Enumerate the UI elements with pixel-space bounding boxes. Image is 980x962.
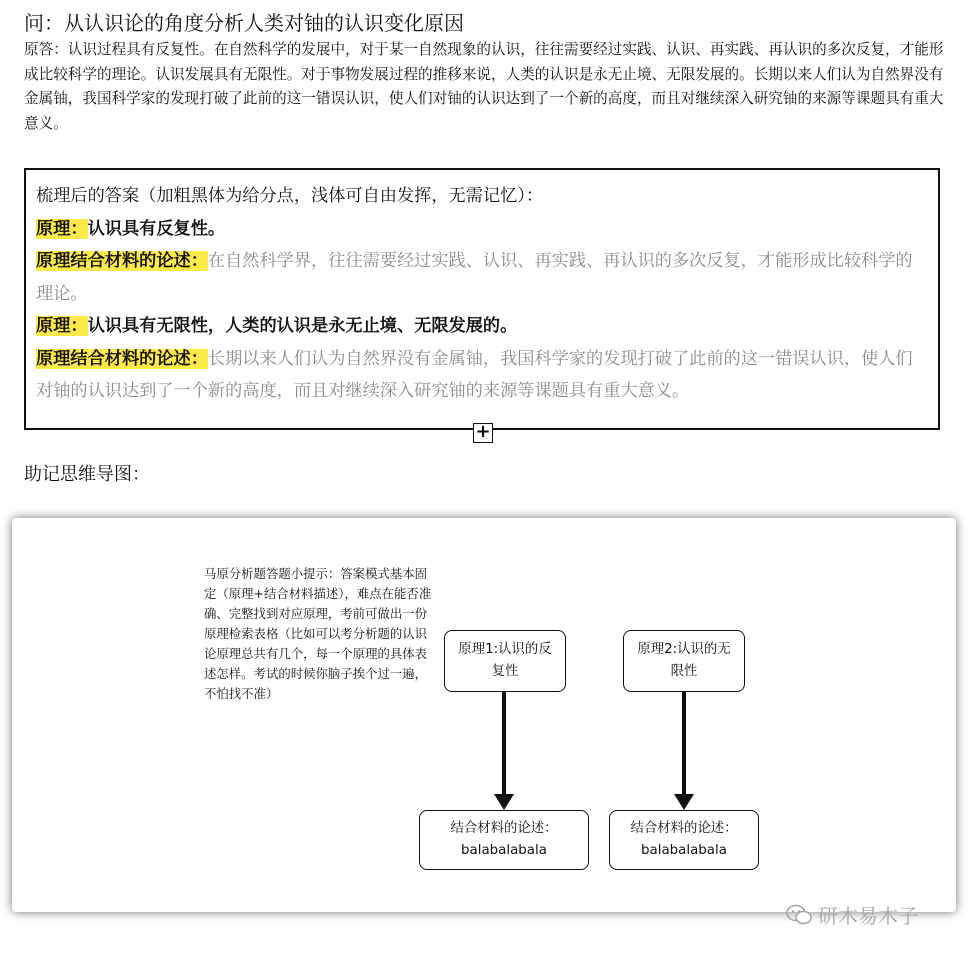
wechat-icon	[786, 904, 812, 926]
principle-2-node	[623, 630, 745, 692]
discussion-1-text: 在自然科学界，往往需要经过实践、认识、再实践、再认识的多次反复，才能形成比较科学的理论。	[36, 251, 913, 304]
discussion-1-label: 原理结合材料的论述：	[36, 251, 208, 271]
expand-icon[interactable]: +	[473, 423, 493, 443]
mindmap-heading: 助记思维导图：	[24, 464, 150, 485]
discussion-1-node-title: 结合材料的论述：	[450, 821, 558, 836]
discussion-1-node-body: balabalabala	[461, 843, 547, 858]
principle-2-text: 认识具有无限性，人类的认识是永无止境、无限发展的。	[87, 316, 518, 336]
principle-2-node-label: 原理2:认识的无限性	[637, 642, 731, 679]
principle-2-label: 原理：	[36, 316, 88, 336]
discussion-2-text: 长期以来人们认为自然界没有金属铀，我国科学家的发现打破了此前的这一错误认识，使人们对铀的认识达到了一个新的高度，而且对继续深入研究铀的来源等课题具有重大意义。	[36, 348, 913, 401]
principle-1-node-label: 原理1:认识的反复性	[458, 642, 552, 679]
discussion-2-label: 原理结合材料的论述：	[36, 348, 208, 369]
principle-1	[36, 213, 928, 246]
arrow-1	[494, 692, 514, 810]
discussion-2-node	[609, 810, 759, 870]
watermark-text: 研木易木子	[818, 904, 918, 928]
discussion-2	[36, 343, 928, 408]
discussion-2-node-body: balabalabala	[641, 843, 727, 858]
principle-1-label: 原理：	[36, 218, 88, 239]
answer-intro: 梳理后的答案（加粗黑体为给分点，浅体可自由发挥，无需记忆）：	[36, 186, 544, 206]
arrow-2	[674, 692, 694, 810]
exam-tip: 马原分析题答题小提示：答案模式基本固定（原理+结合材料描述），难点在能否准确、完整找到对应原理，考前可做出一份原理检索表格（比如可以考分析题的认识论原理总共有几个，每一个原理的具体表述怎样。考试的时候你脑子挨个过一遍，不怕找不准）	[204, 566, 432, 701]
principle-1-text: 认识具有反复性。	[87, 218, 226, 239]
question-title: 问：从认识论的角度分析人类对铀的认识变化原因	[24, 11, 464, 35]
discussion-1	[36, 245, 928, 310]
principle-2	[36, 310, 928, 343]
watermark	[786, 900, 918, 929]
original-answer: 原答：认识过程具有反复性。在自然科学的发展中，对于某一自然现象的认识，往往需要经过实践、认识、再实践、再认识的多次反复，才能形成比较科学的理论。认识发展具有无限性。对于事物发展过程的推移来说，人类的认识是永无止境、无限发展的。长期以来人们认为自然界没有金属铀，我国科学家的发现打破了此前的这一错误认识，使人们对铀的认识达到了一个新的高度，而且对继续深入研究铀的来源等课题具有重大意义。	[24, 41, 944, 132]
organized-answer-box	[24, 168, 940, 430]
principle-1-node	[444, 630, 566, 692]
discussion-1-node	[419, 810, 589, 870]
mindmap-diagram	[12, 518, 956, 912]
discussion-2-node-title: 结合材料的论述：	[630, 821, 738, 836]
